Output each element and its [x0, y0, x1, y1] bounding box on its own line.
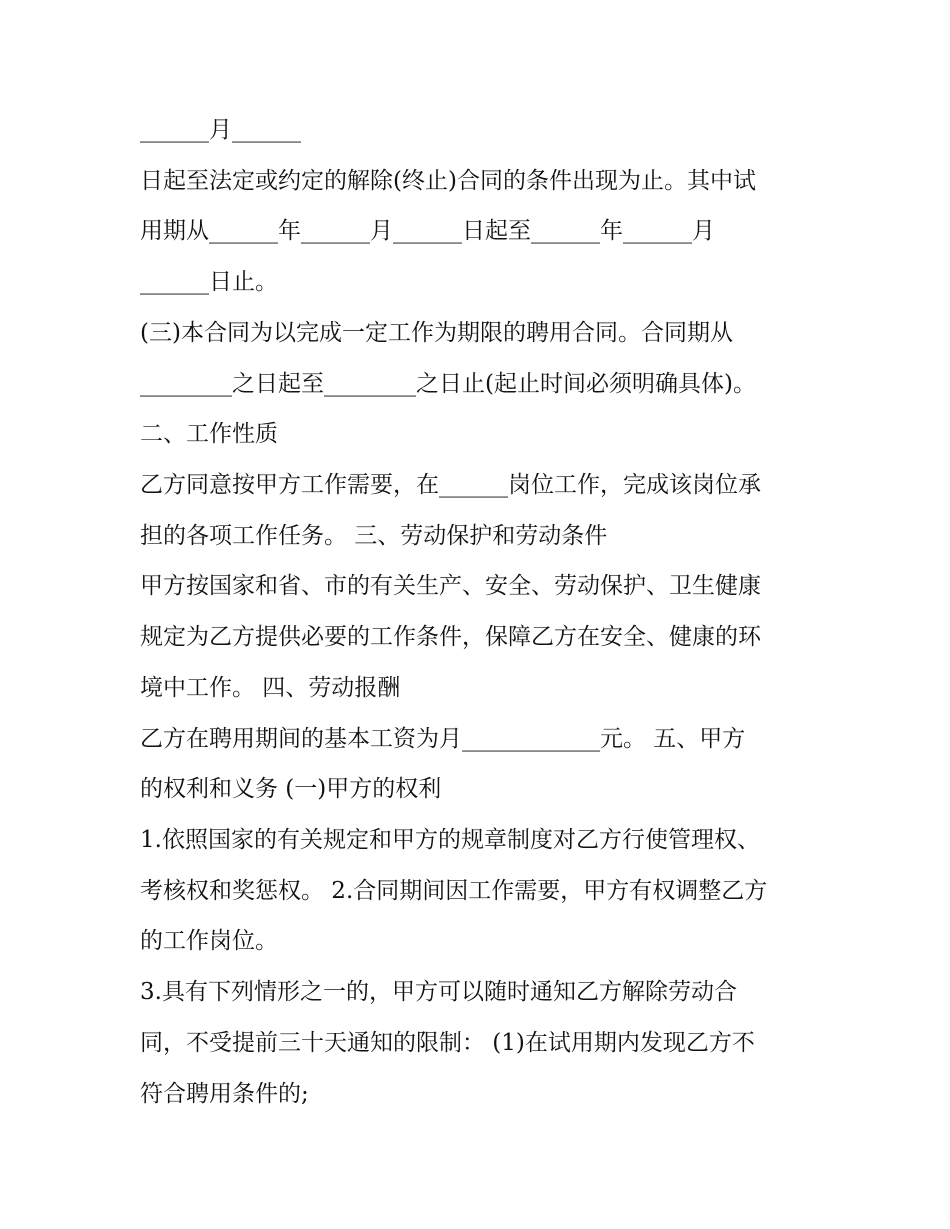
section-heading: 二、工作性质 — [140, 421, 278, 447]
text-line: 乙方同意按甲方工作需要，在______岗位工作，完成该岗位承 — [140, 472, 761, 498]
text-line: (三)本合同为以完成一定工作为期限的聘用合同。合同期从 — [140, 320, 733, 346]
text-line: 3.具有下列情形之一的，甲方可以随时通知乙方解除劳动合 — [140, 979, 737, 1005]
text-line: 规定为乙方提供必要的工作条件，保障乙方在安全、健康的环 — [140, 624, 761, 650]
text-line: 1.依照国家的有关规定和甲方的规章制度对乙方行使管理权、 — [140, 827, 760, 853]
text-line: 日起至法定或约定的解除(终止)合同的条件出现为止。其中试 — [140, 168, 756, 194]
text-line: 乙方在聘用期间的基本工资为月____________元。 五、甲方 — [140, 726, 746, 752]
text-line: ______月______ — [140, 117, 301, 143]
text-line: 考核权和奖惩权。 2.合同期间因工作需要，甲方有权调整乙方 — [140, 878, 768, 904]
text-line: 担的各项工作任务。 三、劳动保护和劳动条件 — [140, 523, 608, 549]
text-line: 境中工作。 四、劳动报酬 — [140, 675, 401, 701]
text-line: ________之日起至________之日止(起止时间必须明确具体)。 — [140, 371, 756, 397]
text-line: 用期从______年______月______日起至______年______月 — [140, 218, 715, 244]
text-line: 甲方按国家和省、市的有关生产、安全、劳动保护、卫生健康 — [140, 573, 761, 599]
text-line: ______日止。 — [140, 269, 278, 295]
text-line: 同，不受提前三十天通知的限制： (1)在试用期内发现乙方不 — [140, 1030, 755, 1056]
text-line: 的工作岗位。 — [140, 928, 278, 954]
text-line: 的权利和义务 (一)甲方的权利 — [140, 776, 442, 802]
text-line: 符合聘用条件的; — [140, 1081, 309, 1107]
